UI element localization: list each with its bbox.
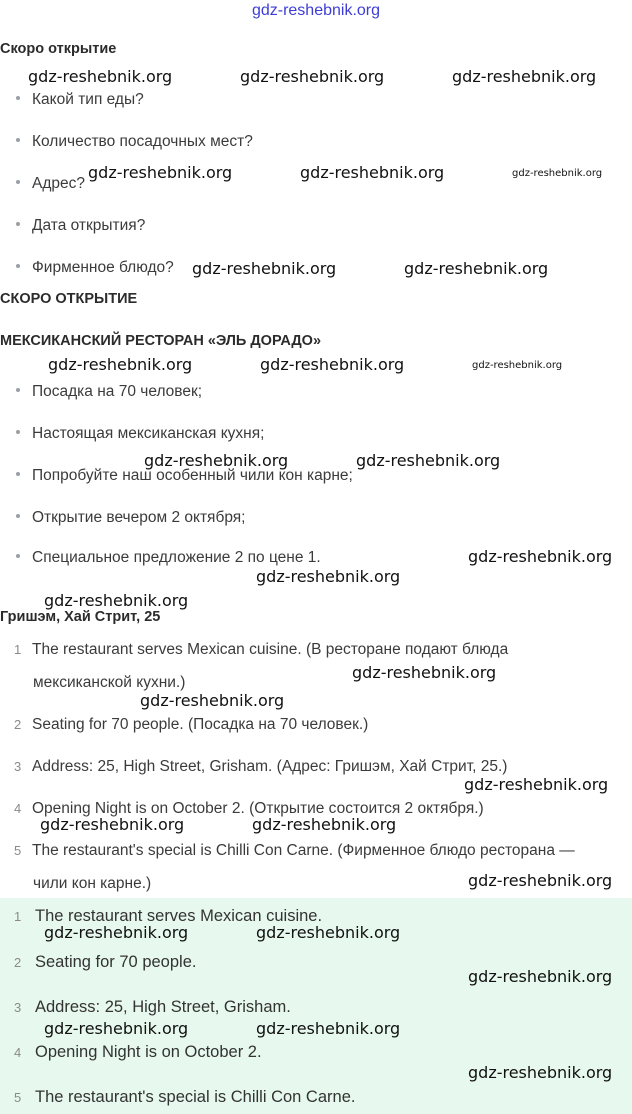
answer-row: 4 Opening Night is on October 2. (Открытие состоится 2 октября.) [14,800,484,817]
poster-title: СКОРО ОТКРЫТИЕ [0,291,138,307]
watermark-text: gdz-reshebnik.org [468,1063,613,1082]
list-item: Попробуйте наш особенный чили кон карне; [16,467,353,485]
answer-row: 5 The restaurant's special is Chilli Con Carne. [14,1088,356,1106]
watermark-text: gdz-reshebnik.org [472,360,563,371]
poster-address: Гришэм, Хай Стрит, 25 [0,609,161,625]
list-item: Посадка на 70 человек; [16,383,202,401]
site-header-watermark[interactable]: gdz-reshebnik.org [251,2,381,19]
list-item: Дата открытия? [16,217,145,235]
list-item: Специальное предложение 2 по цене 1. [16,549,321,567]
watermark-text: gdz-reshebnik.org [300,163,445,182]
bullet-icon [16,388,20,392]
watermark-text: gdz-reshebnik.org [256,1019,401,1038]
section-title: Скоро открытие [0,41,117,57]
watermark-text: gdz-reshebnik.org [48,355,193,374]
watermark-text: gdz-reshebnik.org [44,591,189,610]
watermark-text: gdz-reshebnik.org [468,547,613,566]
bullet-icon [16,180,20,184]
bullet-icon [16,514,20,518]
watermark-text: gdz-reshebnik.org [192,259,337,278]
list-item: Открытие вечером 2 октября; [16,509,245,527]
list-item: Настоящая мексиканская кухня; [16,425,264,443]
watermark-text: gdz-reshebnik.org [512,168,603,179]
bullet-icon [16,96,20,100]
watermark-text: gdz-reshebnik.org [44,1019,189,1038]
answer-row-continuation: чили кон карне.) [33,875,152,892]
answer-row: 3 Address: 25, High Street, Grisham. [14,998,291,1016]
answer-row: 1 The restaurant serves Mexican cuisine. [14,907,323,925]
bullet-icon [16,554,20,558]
watermark-text: gdz-reshebnik.org [40,815,185,834]
bullet-icon [16,430,20,434]
bullet-icon [16,264,20,268]
answer-row: 2 Seating for 70 people. (Посадка на 70 человек.) [14,716,369,733]
watermark-text: gdz-reshebnik.org [240,67,385,86]
watermark-text: gdz-reshebnik.org [404,259,549,278]
list-item: Какой тип еды? [16,91,144,109]
watermark-text: gdz-reshebnik.org [252,815,397,834]
answer-row: 1 The restaurant serves Mexican cuisine. (В ресторане подают блюда [14,641,509,658]
watermark-text: gdz-reshebnik.org [88,163,233,182]
watermark-text: gdz-reshebnik.org [44,923,189,942]
watermark-text: gdz-reshebnik.org [452,67,597,86]
watermark-text: gdz-reshebnik.org [468,967,613,986]
bullet-icon [16,138,20,142]
list-item: Адрес? [16,175,85,193]
watermark-text: gdz-reshebnik.org [144,451,289,470]
watermark-text: gdz-reshebnik.org [464,775,609,794]
bullet-icon [16,472,20,476]
poster-subtitle: МЕКСИКАНСКИЙ РЕСТОРАН «ЭЛЬ ДОРАДО» [0,333,322,349]
answer-row: 2 Seating for 70 people. [14,953,197,971]
answer-row-continuation: мексиканской кухни.) [33,674,186,691]
watermark-text: gdz-reshebnik.org [468,871,613,890]
watermark-text: gdz-reshebnik.org [260,355,405,374]
answer-row: 4 Opening Night is on October 2. [14,1043,262,1061]
watermark-text: gdz-reshebnik.org [352,663,497,682]
watermark-text: gdz-reshebnik.org [356,451,501,470]
bullet-icon [16,222,20,226]
answer-row: 5 The restaurant's special is Chilli Con Carne. (Фирменное блюдо ресторана — [14,842,575,859]
watermark-text: gdz-reshebnik.org [256,567,401,586]
list-item: Фирменное блюдо? [16,259,174,277]
watermark-text: gdz-reshebnik.org [256,923,401,942]
answer-row: 3 Address: 25, High Street, Grisham. (Адрес: Гришэм, Хай Стрит, 25.) [14,758,508,775]
list-item: Количество посадочных мест? [16,133,253,151]
watermark-text: gdz-reshebnik.org [140,691,285,710]
watermark-text: gdz-reshebnik.org [28,67,173,86]
